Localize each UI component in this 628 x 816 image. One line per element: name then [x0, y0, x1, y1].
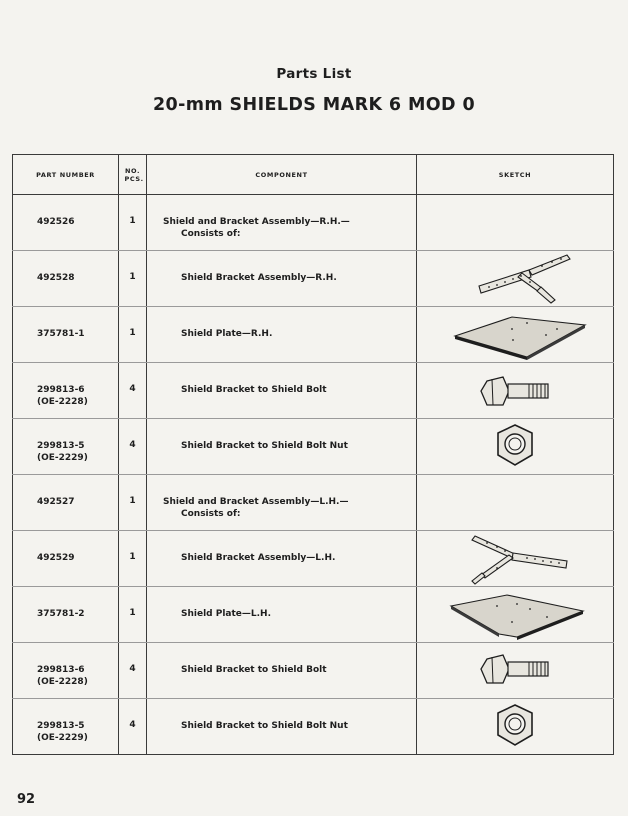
part-number: 492529 [37, 553, 75, 563]
table-header-row [13, 155, 614, 195]
part-number-cell [13, 699, 119, 755]
sketch-cell [417, 363, 614, 419]
sketch-cell [417, 195, 614, 251]
table-row [13, 195, 614, 251]
part-number-alt: (OE-2228) [37, 677, 88, 687]
table-row [13, 307, 614, 363]
plate-rh-icon [417, 307, 614, 363]
table-row [13, 643, 614, 699]
quantity-cell: 1 [119, 195, 147, 251]
header-sketch: SKETCH [417, 155, 614, 195]
header-no-pcs-label: NO. PCS. [124, 166, 144, 183]
part-number-cell [13, 475, 119, 531]
sketch-cell [417, 699, 614, 755]
part-number-cell [13, 195, 119, 251]
component-cell [147, 251, 417, 307]
component-cell [147, 643, 417, 699]
component-cell [147, 419, 417, 475]
component-name: Shield Bracket Assembly—L.H. [181, 553, 336, 563]
part-number-cell [13, 307, 119, 363]
table-row [13, 363, 614, 419]
part-number: 492527 [37, 497, 75, 507]
parts-table [12, 154, 614, 755]
table-row [13, 251, 614, 307]
component-cell [147, 363, 417, 419]
component-name: Shield Plate—R.H. [181, 329, 273, 339]
component-name: Shield and Bracket Assembly—L.H.— [163, 497, 349, 507]
part-number-cell [13, 419, 119, 475]
component-name: Shield Bracket Assembly—R.H. [181, 273, 337, 283]
component-name: Shield Bracket to Shield Bolt [181, 665, 327, 675]
part-number: 299813-6 [37, 665, 85, 675]
quantity-cell: 4 [119, 419, 147, 475]
quantity-cell: 1 [119, 475, 147, 531]
bolt-icon [417, 643, 614, 699]
quantity-cell: 4 [119, 643, 147, 699]
sketch-cell [417, 643, 614, 699]
component-name: Shield Bracket to Shield Bolt [181, 385, 327, 395]
component-cell [147, 587, 417, 643]
component-cell [147, 195, 417, 251]
component-cell [147, 699, 417, 755]
part-number-alt: (OE-2229) [37, 733, 88, 743]
document-title: 20-mm SHIELDS MARK 6 MOD 0 [152, 95, 476, 115]
component-cell [147, 307, 417, 363]
quantity-cell: 4 [119, 699, 147, 755]
component-name: Shield Bracket to Shield Bolt Nut [181, 721, 348, 731]
quantity-cell: 1 [119, 307, 147, 363]
part-number: 375781-2 [37, 609, 85, 619]
sketch-cell [417, 475, 614, 531]
part-number-cell [13, 643, 119, 699]
part-number-cell [13, 531, 119, 587]
component-note: Consists of: [181, 509, 241, 519]
part-number-cell [13, 363, 119, 419]
bracket-lh-icon [417, 531, 614, 587]
part-number: 492526 [37, 217, 75, 227]
page-heading: Parts List [276, 66, 352, 82]
header-component: COMPONENT [147, 155, 417, 195]
sketch-cell [417, 531, 614, 587]
part-number: 299813-6 [37, 385, 85, 395]
header-no-pcs [119, 155, 147, 195]
nut-icon [417, 699, 614, 755]
nut-icon [417, 419, 614, 475]
table-row [13, 419, 614, 475]
sketch-cell [417, 419, 614, 475]
quantity-cell: 1 [119, 587, 147, 643]
component-cell [147, 531, 417, 587]
part-number: 492528 [37, 273, 75, 283]
table-row [13, 531, 614, 587]
component-name: Shield Plate—L.H. [181, 609, 272, 619]
header-part-number: PART NUMBER [13, 155, 119, 195]
part-number: 299813-5 [37, 441, 85, 451]
quantity-cell: 4 [119, 363, 147, 419]
part-number-alt: (OE-2229) [37, 453, 88, 463]
component-cell [147, 475, 417, 531]
bolt-icon [417, 363, 614, 419]
page-number: 92 [17, 792, 36, 807]
part-number: 375781-1 [37, 329, 85, 339]
component-name: Shield and Bracket Assembly—R.H.— [163, 217, 350, 227]
quantity-cell: 1 [119, 531, 147, 587]
part-number: 299813-5 [37, 721, 85, 731]
component-name: Shield Bracket to Shield Bolt Nut [181, 441, 348, 451]
part-number-cell [13, 587, 119, 643]
part-number-cell [13, 251, 119, 307]
sketch-cell [417, 307, 614, 363]
quantity-cell: 1 [119, 251, 147, 307]
plate-lh-icon [417, 587, 614, 643]
part-number-alt: (OE-2228) [37, 397, 88, 407]
table-row [13, 699, 614, 755]
table-row [13, 587, 614, 643]
component-note: Consists of: [181, 229, 241, 239]
bracket-rh-icon [417, 251, 614, 307]
sketch-cell [417, 587, 614, 643]
sketch-cell [417, 251, 614, 307]
table-row [13, 475, 614, 531]
